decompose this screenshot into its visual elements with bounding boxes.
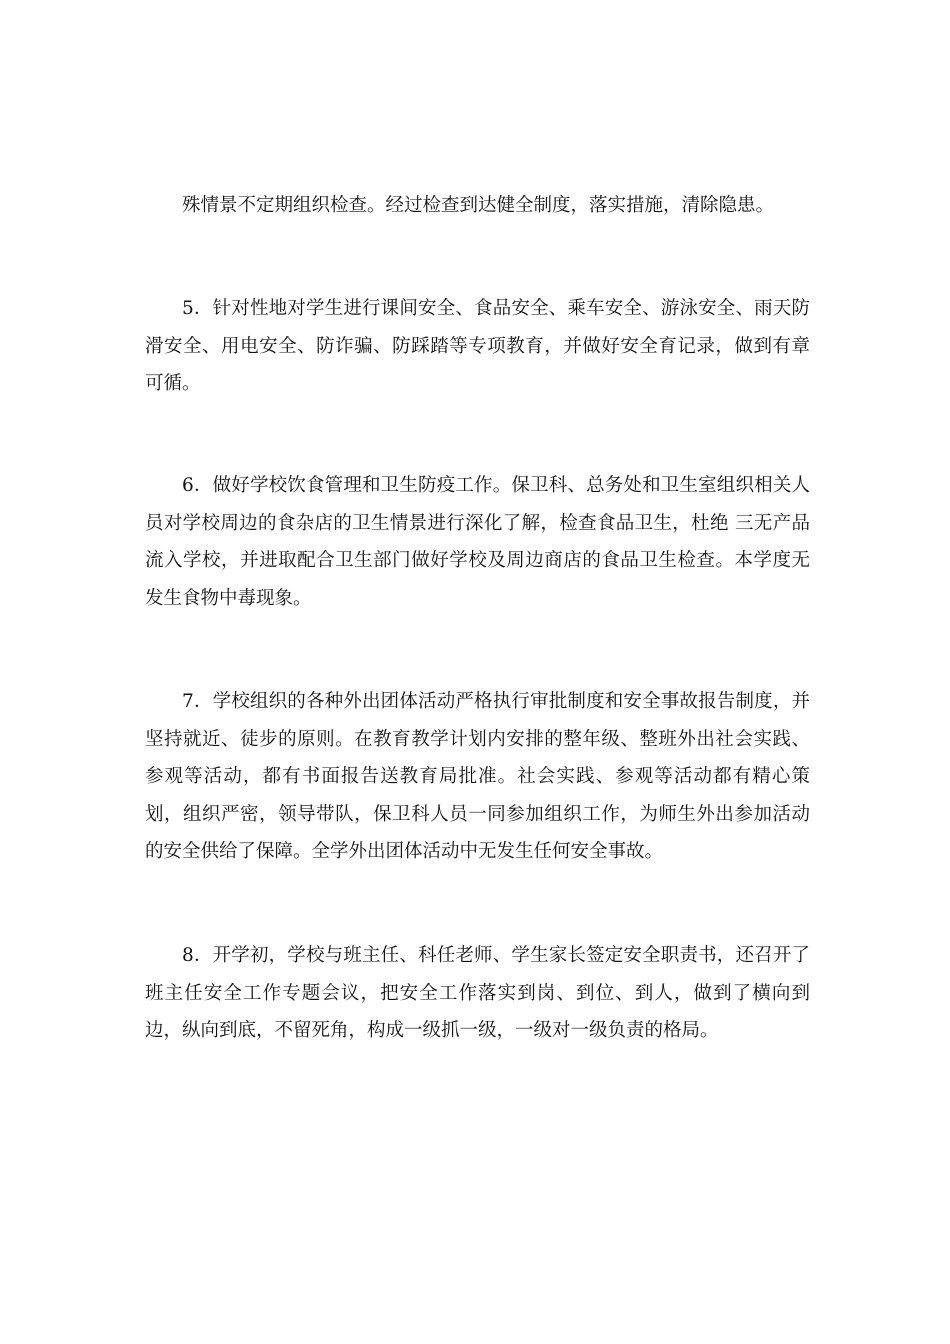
paragraph-continuation: 殊情景不定期组织检查。经过检查到达健全制度，落实措施，清除隐患。	[182, 195, 775, 216]
document-page	[145, 0, 810, 1344]
paragraph-item-8: 8．开学初，学校与班主任、科任老师、学生家长签定安全职责书，还召开了班主任安全工作专题会议，把安全工作落实到岗、到位、到人，做到了横向到边，纵向到底，不留死角，构成一级抓一级，一级对一级负责的格局。	[145, 945, 810, 1041]
paragraph-item-5: 5．针对性地对学生进行课间安全、食品安全、乘车安全、游泳安全、雨天防滑安全、用电安全、防诈骗、防踩踏等专项教育，并做好安全育记录，做到有章可循。	[145, 298, 810, 394]
paragraph-item-7: 7．学校组织的各种外出团体活动严格执行审批制度和安全事故报告制度，并坚持就近、徒步的原则。在教育教学计划内安排的整年级、整班外出社会实践、参观等活动，都有书面报告送教育局批准。社会实践、参观等活动都有精心策划，组织严密，领导带队，保卫科人员一同参加组织工作，为师生外出参加活动的安全供给了保障。全学外出团体活动中无发生任何安全事故。	[145, 691, 810, 862]
paragraph-item-6: 6．做好学校饮食管理和卫生防疫工作。保卫科、总务处和卫生室组织相关人员对学校周边的食杂店的卫生情景进行深化了解，检查食品卫生，杜绝 三无产品流入学校，并进取配合卫生部门做好学校及周边商店的食品卫生检查。本学度无发生食物中毒现象。	[145, 475, 810, 609]
